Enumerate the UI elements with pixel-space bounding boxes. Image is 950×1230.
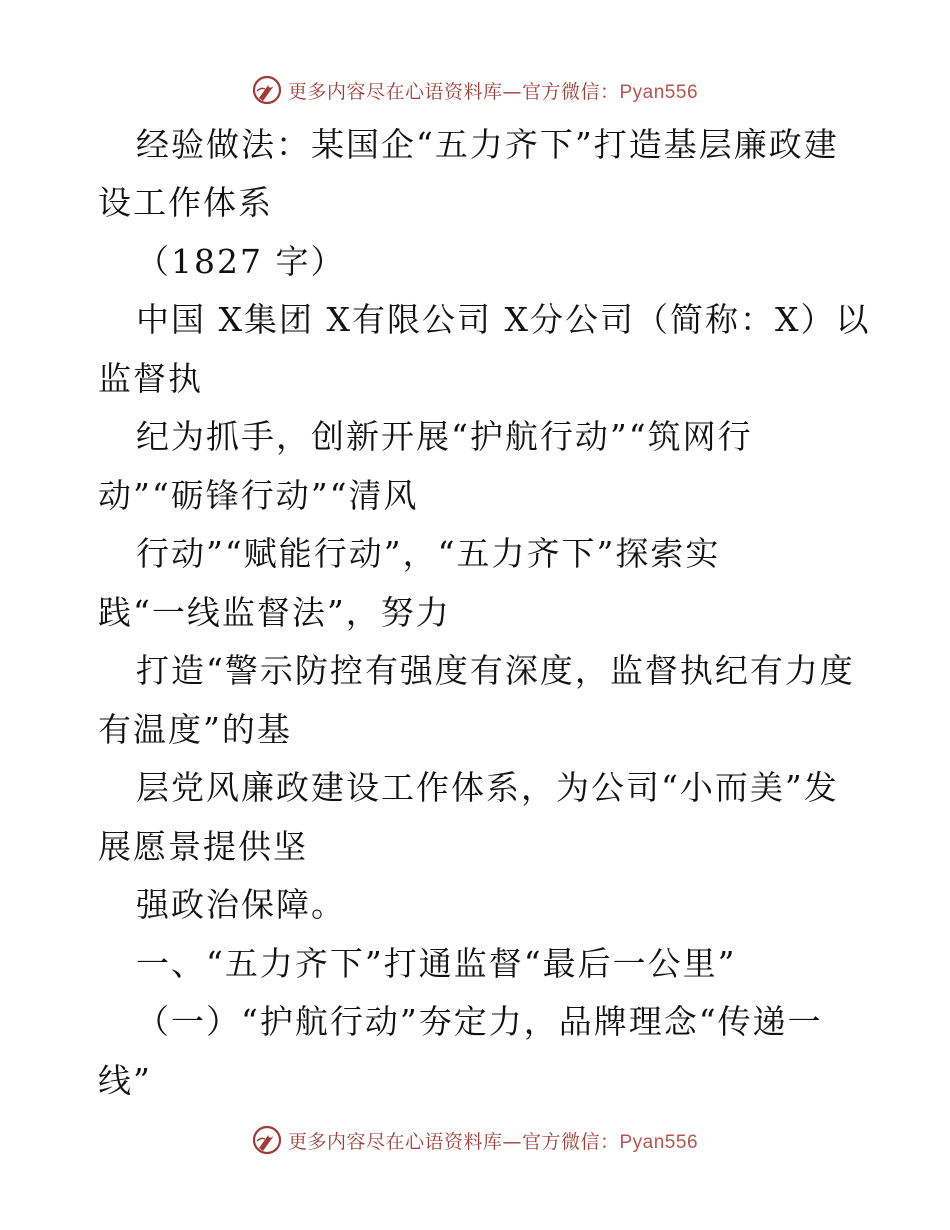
subsection-heading-line-2: 线” — [98, 1061, 152, 1100]
watermark-wechat-id: Pyan556 — [619, 1131, 699, 1153]
paragraph-line: 强政治保障。 — [136, 885, 346, 924]
paragraph-line: 践“一线监督法”，努力 — [98, 593, 451, 632]
word-count: （1827 字） — [136, 242, 346, 281]
footer-watermark — [0, 1120, 950, 1160]
subsection-heading-line-1: （一）“护航行动”夯定力，品牌理念“传递一 — [136, 1002, 823, 1041]
document-title-line-1: 经验做法：某国企“五力齐下”打造基层廉政建 — [136, 125, 839, 164]
header-watermark — [0, 70, 950, 110]
document-title-line-2: 设工作体系 — [98, 183, 273, 222]
paragraph-line: 纪为抓手，创新开展“护航行动”“筑网行 — [136, 417, 753, 456]
paragraph-line: 层党风廉政建设工作体系，为公司“小而美”发 — [136, 768, 839, 807]
paragraph-line: 打造“警示防控有强度有深度，监督执纪有力度 — [136, 651, 855, 690]
paragraph-line: 监督执 — [98, 359, 203, 398]
paragraph-line: 行动”“赋能行动”，“五力齐下”探索实 — [136, 534, 721, 573]
watermark-text: 更多内容尽在心语资料库—官方微信：Pyan556 — [287, 1130, 699, 1153]
watermark-wechat-id: Pyan556 — [619, 81, 699, 103]
section-heading: 一、“五力齐下”打通监督“最后一公里” — [136, 944, 737, 983]
fountain-pen-seal-icon — [252, 75, 282, 105]
paragraph-line: 动”“砺锋行动”“清风 — [98, 476, 419, 515]
paragraph-line: 有温度”的基 — [98, 710, 292, 749]
paragraph-line: 展愿景提供坚 — [98, 827, 308, 866]
fountain-pen-seal-icon — [252, 1125, 282, 1155]
paragraph-line: 中国 X集团 X有限公司 X分公司（简称：X）以 — [136, 300, 871, 339]
watermark-text: 更多内容尽在心语资料库—官方微信：Pyan556 — [287, 80, 699, 103]
